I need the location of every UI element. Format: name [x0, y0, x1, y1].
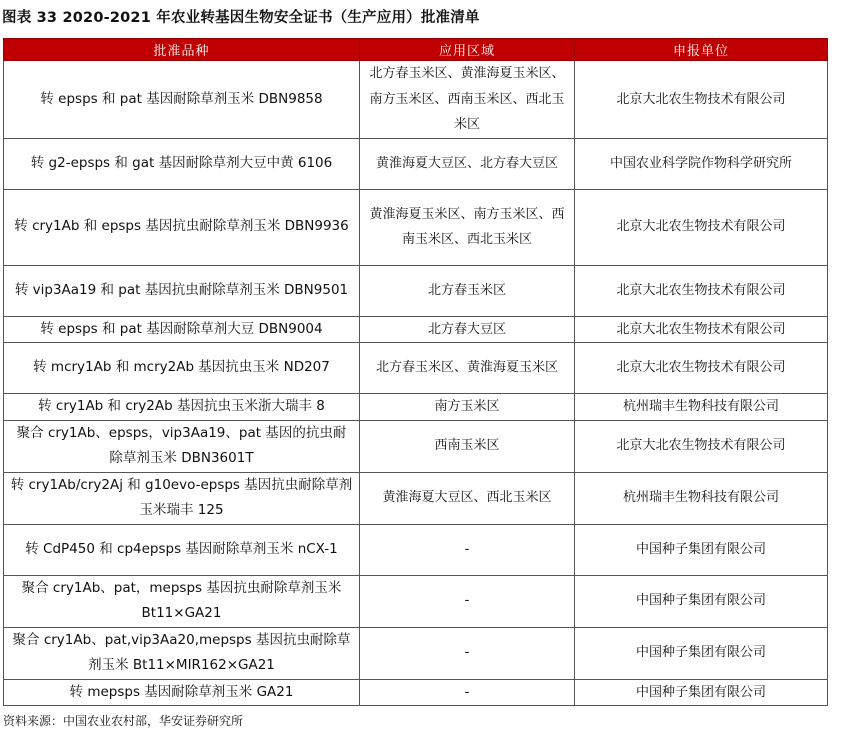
applicant-cell: 中国种子集团有限公司 [575, 679, 828, 706]
table-row [4, 61, 828, 139]
table-title: 图表 33 2020-2021 年农业转基因生物安全证书（生产应用）批准清单 [2, 10, 480, 26]
region-cell: 黄淮海夏大豆区、西北玉米区 [360, 472, 575, 524]
variety-cell: 转 vip3Aa19 和 pat 基因抗虫耐除草剂玉米 DBN9501 [4, 265, 360, 316]
region-cell: 北方春玉米区、黄淮海夏玉米区 [360, 343, 575, 394]
region-cell: 西南玉米区 [360, 420, 575, 472]
applicant-cell: 中国种子集团有限公司 [575, 575, 828, 627]
variety-cell: 转 CdP450 和 cp4epsps 基因耐除草剂玉米 nCX-1 [4, 524, 360, 575]
region-cell: 黄淮海夏玉米区、南方玉米区、西南玉米区、西北玉米区 [360, 189, 575, 265]
variety-cell: 转 cry1Ab 和 epsps 基因抗虫耐除草剂玉米 DBN9936 [4, 189, 360, 265]
variety-cell: 聚合 cry1Ab、pat，mepsps 基因抗虫耐除草剂玉米 Bt11×GA21 [4, 575, 360, 627]
variety-cell: 转 epsps 和 pat 基因耐除草剂大豆 DBN9004 [4, 316, 360, 343]
region-cell: 南方玉米区 [360, 394, 575, 421]
variety-cell: 聚合 cry1Ab、epsps，vip3Aa19、pat 基因的抗虫耐除草剂玉米 DBN3601T [4, 420, 360, 472]
applicant-cell: 杭州瑞丰生物科技有限公司 [575, 394, 828, 421]
variety-cell: 转 cry1Ab/cry2Aj 和 g10evo-epsps 基因抗虫耐除草剂玉米瑞丰 125 [4, 472, 360, 524]
variety-cell: 转 cry1Ab 和 cry2Ab 基因抗虫玉米浙大瑞丰 8 [4, 394, 360, 421]
region-cell: - [360, 627, 575, 679]
variety-cell: 转 epsps 和 pat 基因耐除草剂玉米 DBN9858 [4, 61, 360, 139]
region-cell: 北方春大豆区 [360, 316, 575, 343]
variety-cell: 转 mepsps 基因耐除草剂玉米 GA21 [4, 679, 360, 706]
applicant-cell: 北京大北农生物技术有限公司 [575, 265, 828, 316]
applicant-cell: 北京大北农生物技术有限公司 [575, 420, 828, 472]
applicant-cell: 中国种子集团有限公司 [575, 627, 828, 679]
table-row [4, 575, 828, 627]
region-cell: 北方春玉米区 [360, 265, 575, 316]
table-row [4, 343, 828, 394]
header-row [4, 39, 828, 61]
approval-table [3, 38, 828, 706]
table-row [4, 138, 828, 189]
applicant-cell: 北京大北农生物技术有限公司 [575, 61, 828, 139]
table-row [4, 627, 828, 679]
region-cell: - [360, 575, 575, 627]
table-row [4, 472, 828, 524]
header-variety: 批准品种 [4, 39, 360, 61]
header-applicant: 申报单位 [575, 39, 828, 61]
table-row [4, 189, 828, 265]
table-row [4, 420, 828, 472]
applicant-cell: 北京大北农生物技术有限公司 [575, 316, 828, 343]
source-note: 资料来源：中国农业农村部，华安证券研究所 [3, 714, 244, 728]
region-cell: - [360, 524, 575, 575]
applicant-cell: 北京大北农生物技术有限公司 [575, 343, 828, 394]
table-row [4, 394, 828, 421]
variety-cell: 聚合 cry1Ab、pat,vip3Aa20,mepsps 基因抗虫耐除草剂玉米 Bt11×MIR162×GA21 [4, 627, 360, 679]
region-cell: - [360, 679, 575, 706]
table-row [4, 316, 828, 343]
applicant-cell: 杭州瑞丰生物科技有限公司 [575, 472, 828, 524]
applicant-cell: 中国种子集团有限公司 [575, 524, 828, 575]
variety-cell: 转 mcry1Ab 和 mcry2Ab 基因抗虫玉米 ND207 [4, 343, 360, 394]
region-cell: 北方春玉米区、黄淮海夏玉米区、南方玉米区、西南玉米区、西北玉米区 [360, 61, 575, 139]
header-region: 应用区域 [360, 39, 575, 61]
table-row [4, 679, 828, 706]
table-row [4, 265, 828, 316]
applicant-cell: 中国农业科学院作物科学研究所 [575, 138, 828, 189]
region-cell: 黄淮海夏大豆区、北方春大豆区 [360, 138, 575, 189]
table-row [4, 524, 828, 575]
applicant-cell: 北京大北农生物技术有限公司 [575, 189, 828, 265]
variety-cell: 转 g2-epsps 和 gat 基因耐除草剂大豆中黄 6106 [4, 138, 360, 189]
